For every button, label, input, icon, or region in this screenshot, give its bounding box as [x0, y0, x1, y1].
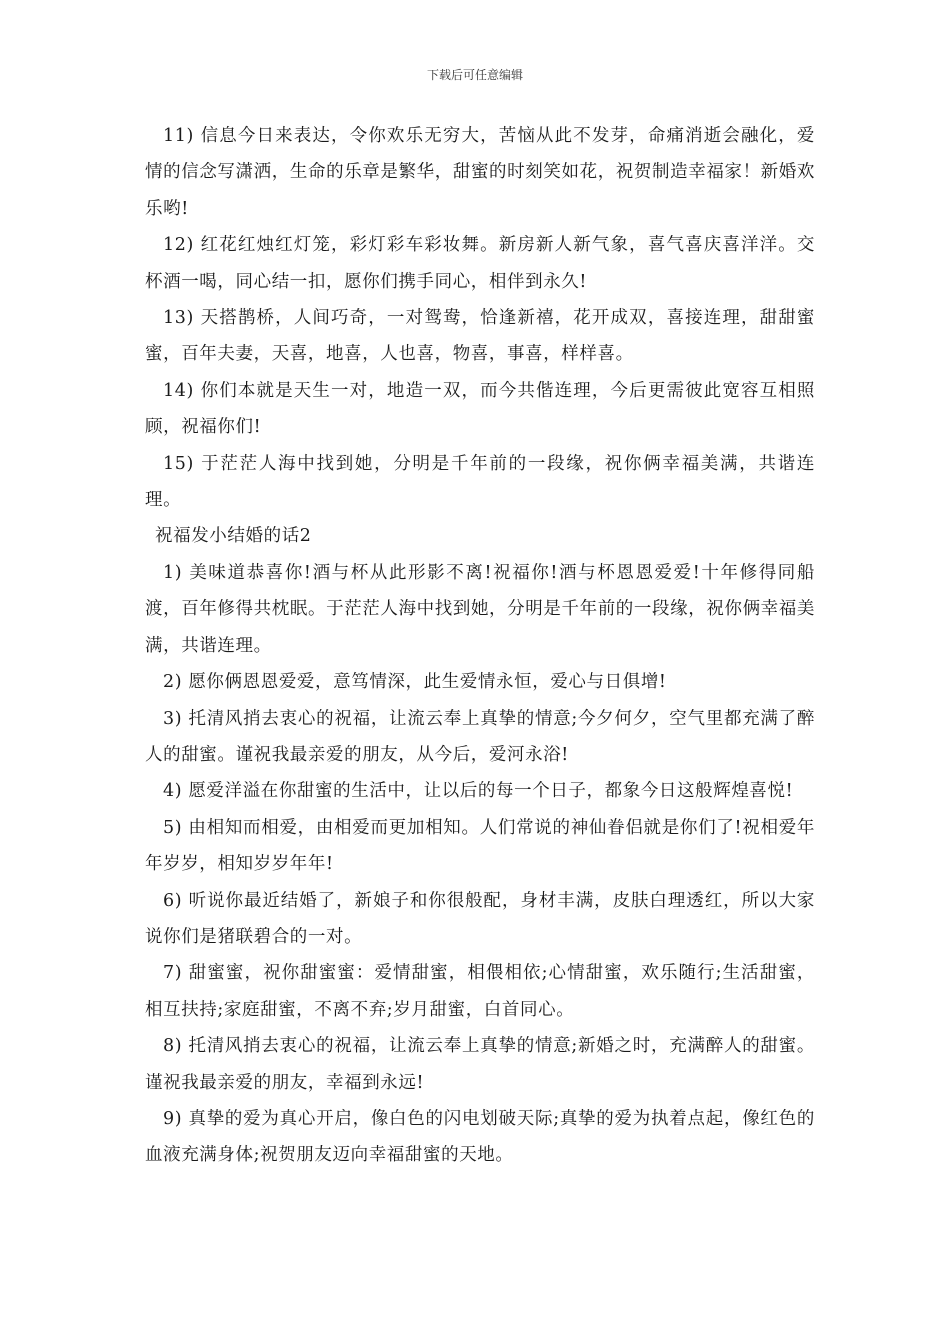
paragraph: 12) 红花红烛红灯笼，彩灯彩车彩妆舞。新房新人新气象，喜气喜庆喜洋洋。交杯酒一喝，同心结一扣，愿你们携手同心，相伴到永久! — [145, 235, 815, 292]
paragraph: 13) 天搭鹊桥，人间巧奇，一对鸳鸯，恰逢新禧，花开成双，喜接连理，甜甜蜜蜜，百年夫妻，天喜，地喜，人也喜，物喜，事喜，样样喜。 — [145, 308, 815, 365]
paragraph: 4) 愿爱洋溢在你甜蜜的生活中，让以后的每一个日子，都象今日这般辉煌喜悦! — [163, 781, 794, 802]
paragraph: 7) 甜蜜蜜，祝你甜蜜蜜：爱情甜蜜，相偎相依;心情甜蜜，欢乐随行;生活甜蜜，相互扶持;家庭甜蜜，不离不弃;岁月甜蜜，白首同心。 — [145, 963, 815, 1020]
paragraph: 15) 于茫茫人海中找到她，分明是千年前的一段缘，祝你俩幸福美满，共谐连理。 — [145, 453, 815, 511]
document-body — [145, 118, 815, 1174]
paragraph: 3) 托清风捎去衷心的祝福，让流云奉上真挚的情意;今夕何夕，空气里都充满了醉人的甜蜜。谨祝我最亲爱的朋友，从今后，爱河永浴! — [145, 708, 815, 765]
page-header: 下载后可任意编辑 — [426, 68, 523, 82]
paragraph: 14) 你们本就是天生一对，地造一双，而今共偕连理，今后更需彼此宽容互相照顾，祝福你们! — [145, 380, 815, 438]
paragraph: 1) 美味道恭喜你!酒与杯从此形影不离!祝福你!酒与杯恩恩爱爱!十年修得同船渡，百年修得共枕眠。于茫茫人海中找到她，分明是千年前的一段缘，祝你俩幸福美满，共谐连理。 — [145, 562, 815, 656]
section-heading: 祝福发小结婚的话2 — [155, 526, 312, 547]
paragraph: 2) 愿你俩恩恩爱爱，意笃情深，此生爱情永恒，爱心与日俱增! — [163, 672, 667, 693]
paragraph: 6) 听说你最近结婚了，新娘子和你很般配，身材丰满，皮肤白理透红，所以大家说你们是猪联碧合的一对。 — [145, 890, 815, 947]
paragraph: 8) 托清风捎去衷心的祝福，让流云奉上真挚的情意;新婚之时，充满醉人的甜蜜。谨祝我最亲爱的朋友，幸福到永远! — [145, 1036, 815, 1093]
paragraph: 11) 信息今日来表达，令你欢乐无穷大，苦恼从此不发芽，命痛消逝会融化，爱情的信念写潇洒，生命的乐章是繁华，甜蜜的时刻笑如花，祝贺制造幸福家！新婚欢乐哟! — [145, 126, 815, 219]
paragraph: 9) 真挚的爱为真心开启，像白色的闪电划破天际;真挚的爱为执着点起，像红色的血液充满身体;祝贺朋友迈向幸福甜蜜的天地。 — [145, 1108, 815, 1166]
paragraph: 5) 由相知而相爱，由相爱而更加相知。人们常说的神仙眷侣就是你们了!祝相爱年年岁岁，相知岁岁年年! — [145, 817, 815, 875]
